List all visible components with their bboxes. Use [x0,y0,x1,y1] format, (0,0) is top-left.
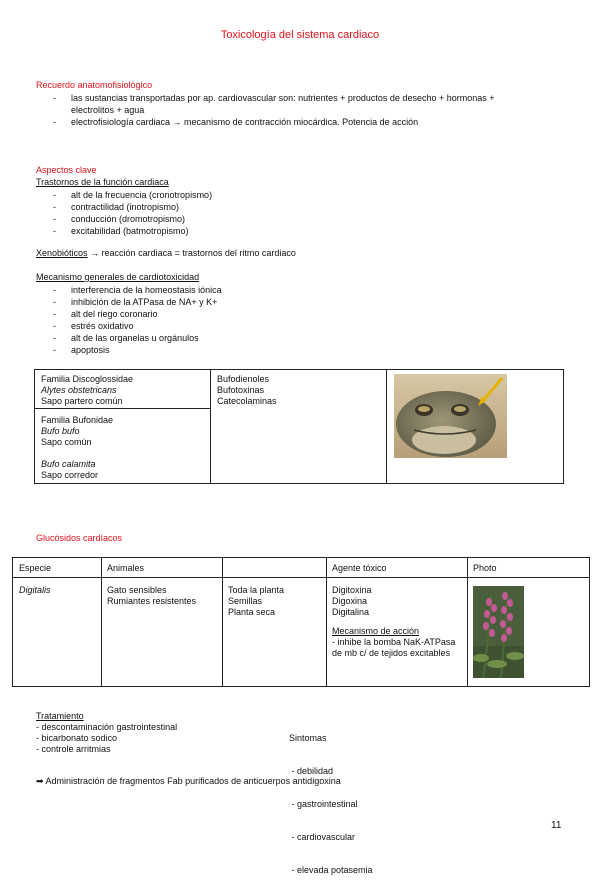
sapo-family-2: Familia Bufonidae Bufo bufo Sapo común Bufo calamita Sapo corredor [41,415,114,480]
page-title: Toxicología del sistema cardiaco [220,29,380,41]
list-item: - controle arritmias [36,744,111,754]
list-item: - inhibición de la ATPasa de NA+ y K+ [53,296,453,308]
list-item: - electrofisiología cardiaca → mecanismo de contracción miocárdica. Potencia de acción [53,116,533,128]
list-item: - elevada potasemia [289,865,373,875]
mecanismo-accion-heading: Mecanismo de acción [332,626,420,636]
animales-cell: Gato sensibles Rumiantes resistentes [107,585,197,606]
header-photo: Photo [473,563,497,573]
xenobioticos-line [36,248,296,258]
mecanismo-heading: Mecanismo generales de cardiotoxicidad [36,272,200,282]
sintomas-block [289,711,373,887]
mecanismo-list [53,284,453,356]
recuerdo-list [53,92,533,128]
header-especie: Especie [19,563,52,573]
glucosidos-heading: Glucósidos cardíacos [36,533,123,543]
tratamiento-block [36,711,177,755]
aspectos-heading: Aspectos clave [36,165,97,175]
xenobioticos-term: Xenobióticos [36,248,88,258]
recuerdo-heading: Recuerdo anatomofisiológico [36,80,153,90]
tratamiento-heading: Tratamiento [36,711,84,721]
partes-cell: Toda la planta Semillas Planta seca [228,585,285,617]
list-item: - debilidad [289,766,334,776]
fab-note: ➡ Administración de fragmentos Fab purificados de anticuerpos antidigoxina [36,776,341,786]
list-item: - estrés oxidativo [53,320,453,332]
header-animales: Animales [107,563,145,573]
trastornos-heading: Trastornos de la función cardiaca [36,177,169,187]
page-number: 11 [551,820,562,831]
trastornos-list [53,189,453,237]
list-item: - las sustancias transportadas por ap. cardiovascular son: nutrientes + productos de desecho + hormonas + electrolitos + agua [53,92,533,116]
list-item: - alt del riego coronario [53,308,453,320]
header-agente: Agente tóxico [332,563,387,573]
list-item: - conducción (dromotropismo) [53,213,453,225]
list-item: - interferencia de la homeostasis iónica [53,284,453,296]
list-item: - gastrointestinal [289,799,358,809]
agente-cell: Digitoxina Digoxina Digitalina Mecanismo de acción - inhibe la bomba NaK-ATPasa de mb c/ de tejidos excitables [332,585,456,658]
list-item: - alt de las organelas u orgánulos [53,332,453,344]
especie-cell: Digitalis [19,585,51,595]
toad-photo [394,374,507,458]
glucosidos-table [12,557,590,687]
list-item: - contractilidad (inotropismo) [53,201,453,213]
xenobioticos-text: → reacción cardiaca = trastornos del ritmo cardiaco [87,248,296,258]
sapo-table [34,369,564,484]
sapo-family-1: Familia Discoglossidae Alytes obstetricans Sapo partero común [41,374,134,406]
list-item: - bicarbonato sodico [36,733,118,743]
digitalis-photo [473,586,524,678]
list-item: - excitabilidad (batmotropismo) [53,225,453,237]
sintomas-heading: Sintomas [289,733,327,743]
list-item: - descontaminación gastrointestinal [36,722,178,732]
list-item: - cardiovascular [289,832,356,842]
sapo-toxins: Bufodienoles Bufotoxinas Catecolaminas [217,374,277,406]
list-item: - alt de la frecuencia (cronotropismo) [53,189,453,201]
list-item: - apoptosis [53,344,453,356]
